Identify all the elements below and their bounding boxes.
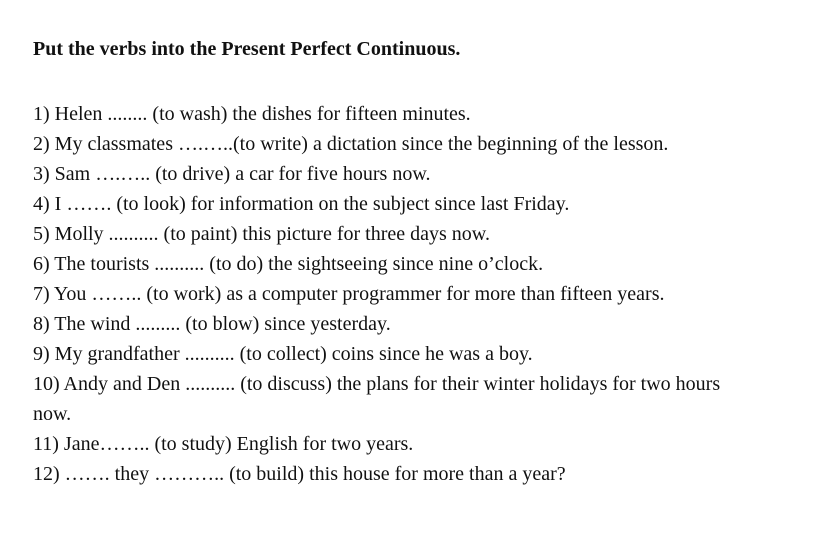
- worksheet-title: Put the verbs into the Present Perfect Continuous.: [33, 38, 461, 60]
- exercise-list: [33, 99, 818, 489]
- exercise-item-12: 12) ……. they ……….. (to build) this house for more than a year?: [33, 463, 566, 485]
- exercise-item-5: 5) Molly .......... (to paint) this picture for three days now.: [33, 223, 490, 245]
- exercise-item-3: 3) Sam ….….. (to drive) a car for five hours now.: [33, 163, 431, 185]
- exercise-item-8: 8) The wind ......... (to blow) since yesterday.: [33, 313, 391, 335]
- exercise-item-1: 1) Helen ........ (to wash) the dishes for fifteen minutes.: [33, 103, 471, 125]
- exercise-item-9: 9) My grandfather .......... (to collect) coins since he was a boy.: [33, 343, 533, 365]
- exercise-item-7: 7) You …….. (to work) as a computer programmer for more than fifteen years.: [33, 283, 665, 305]
- exercise-item-6: 6) The tourists .......... (to do) the sightseeing since nine o’clock.: [33, 253, 544, 275]
- exercise-item-4: 4) I ……. (to look) for information on the subject since last Friday.: [33, 193, 570, 215]
- exercise-item-10: 10) Andy and Den .......... (to discuss) the plans for their winter holidays for two hours: [33, 373, 721, 395]
- exercise-item-2: 2) My classmates ….…..(to write) a dictation since the beginning of the lesson.: [33, 133, 669, 155]
- exercise-item-11: 11) Jane…….. (to study) English for two years.: [33, 433, 414, 455]
- exercise-item-10-continuation: now.: [33, 403, 72, 425]
